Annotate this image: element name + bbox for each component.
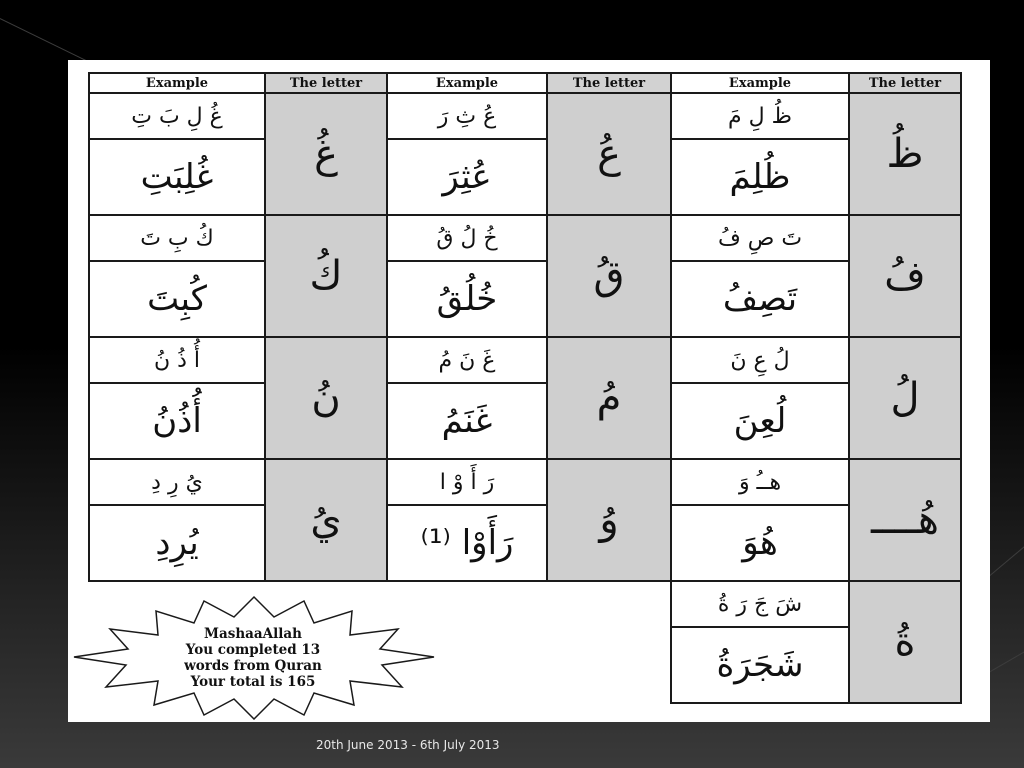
table-row bbox=[89, 139, 961, 215]
syllable-split: خُ لُ قُ bbox=[387, 215, 547, 261]
example-word: عُثِرَ bbox=[387, 139, 547, 215]
syllable-split: هــُ وَ bbox=[671, 459, 849, 505]
example-word: خُلُقُ bbox=[387, 261, 547, 337]
example-word: رَأَوْا ⁽¹⁾ bbox=[387, 505, 547, 581]
syllable-split: غُ لِ بَ تِ bbox=[89, 93, 265, 139]
syllable-split: شَ جَ رَ ةُ bbox=[671, 581, 849, 627]
header-letter: The letter bbox=[265, 73, 387, 93]
letter-cell: غُ bbox=[265, 93, 387, 215]
letter-cell: مُ bbox=[547, 337, 671, 459]
letter-cell: فُ bbox=[849, 215, 961, 337]
example-word: لُعِنَ bbox=[671, 383, 849, 459]
example-word: غَنَمُ bbox=[387, 383, 547, 459]
letter-cell: هُــــ bbox=[849, 459, 961, 581]
letter-cell: عُ bbox=[547, 93, 671, 215]
example-word: أُذُنُ bbox=[89, 383, 265, 459]
message-line: MashaaAllah bbox=[204, 626, 302, 642]
syllable-split: كُ بِ تَ bbox=[89, 215, 265, 261]
syllable-split: لُ عِ نَ bbox=[671, 337, 849, 383]
table-header-row bbox=[89, 73, 961, 93]
footer-date-range: 20th June 2013 - 6th July 2013 bbox=[316, 738, 500, 752]
syllable-split: عُ ثِ رَ bbox=[387, 93, 547, 139]
example-word: ظُلِمَ bbox=[671, 139, 849, 215]
syllable-split: أُ ذُ نُ bbox=[89, 337, 265, 383]
header-example: Example bbox=[671, 73, 849, 93]
letter-cell: ظُ bbox=[849, 93, 961, 215]
table-row bbox=[89, 215, 961, 261]
syllable-split: ظُ لِ مَ bbox=[671, 93, 849, 139]
table-row bbox=[89, 337, 961, 383]
letter-cell: وُ bbox=[547, 459, 671, 581]
example-word: يُرِدِ bbox=[89, 505, 265, 581]
letter-cell: كُ bbox=[265, 215, 387, 337]
syllable-split: يُ رِ دِ bbox=[89, 459, 265, 505]
table-row bbox=[89, 383, 961, 459]
message-line: Your total is 165 bbox=[190, 674, 316, 690]
letter-cell: يُ bbox=[265, 459, 387, 581]
syllable-split: رَ أَ وْ ا bbox=[387, 459, 547, 505]
message-line: You completed 13 bbox=[185, 642, 321, 658]
letter-cell: قُ bbox=[547, 215, 671, 337]
example-word: تَصِفُ bbox=[671, 261, 849, 337]
header-letter: The letter bbox=[547, 73, 671, 93]
letter-cell: ةُ bbox=[849, 581, 961, 703]
header-example: Example bbox=[387, 73, 547, 93]
table-row bbox=[89, 459, 961, 505]
header-letter: The letter bbox=[849, 73, 961, 93]
table-row bbox=[89, 261, 961, 337]
example-word: هُوَ bbox=[671, 505, 849, 581]
completion-message bbox=[128, 626, 378, 690]
message-line: words from Quran bbox=[184, 658, 322, 674]
table-row bbox=[89, 505, 961, 581]
table-row bbox=[89, 93, 961, 139]
example-word: كُبِتَ bbox=[89, 261, 265, 337]
syllable-split: تَ صِ فُ bbox=[671, 215, 849, 261]
letter-cell: لُ bbox=[849, 337, 961, 459]
letter-cell: نُ bbox=[265, 337, 387, 459]
slide-content bbox=[68, 60, 990, 722]
syllable-split: غَ نَ مُ bbox=[387, 337, 547, 383]
example-word: شَجَرَةُ bbox=[671, 627, 849, 703]
example-word: غُلِبَتِ bbox=[89, 139, 265, 215]
header-example: Example bbox=[89, 73, 265, 93]
